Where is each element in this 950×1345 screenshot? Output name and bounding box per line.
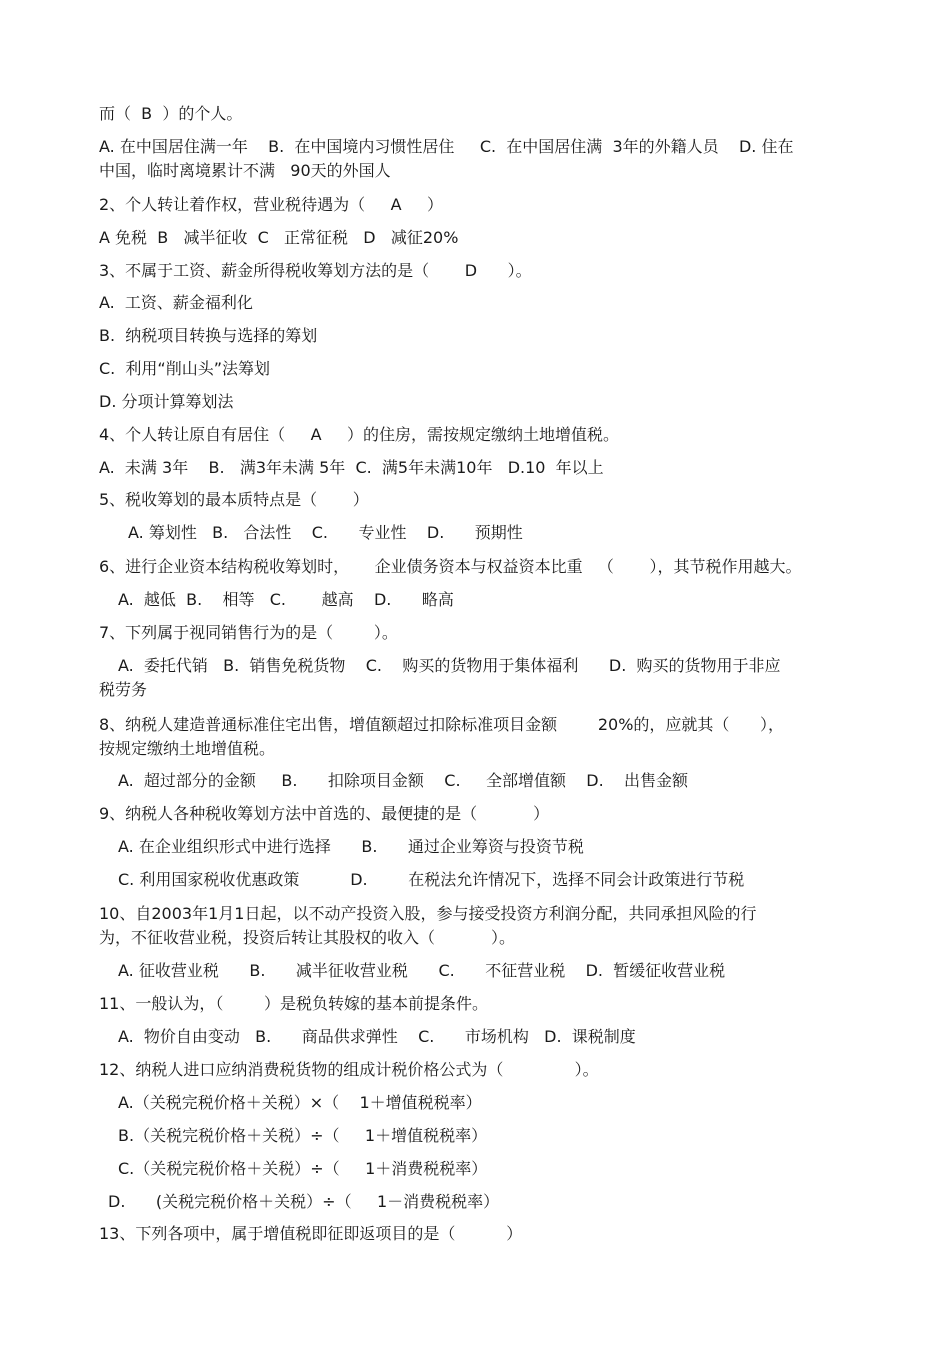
question-11-options: A. 物价自由变动 B. 商品供求弹性 C. 市场机构 D. 课税制度 bbox=[118, 1027, 636, 1046]
question-12-option-b: B.（关税完税价格＋关税）÷（ 1＋增值税税率） bbox=[118, 1126, 488, 1145]
question-3-option-c: C. 利用“削山头”法筹划 bbox=[99, 359, 271, 378]
text-line: 而（ B ）的个人。 bbox=[99, 104, 243, 123]
question-7-options-cont: 税劳务 bbox=[99, 680, 148, 699]
question-7-options: A. 委托代销 B. 销售免税货物 C. 购买的货物用于集体福利 D. 购买的货物用于非应 bbox=[118, 656, 781, 675]
question-3: 3、不属于工资、薪金所得税收筹划方法的是（ D ）。 bbox=[99, 261, 532, 280]
question-8-options: A. 超过部分的金额 B. 扣除项目金额 C. 全部增值额 D. 出售金额 bbox=[118, 771, 689, 790]
question-10-options: A. 征收营业税 B. 减半征收营业税 C. 不征营业税 D. 暂缓征收营业税 bbox=[118, 961, 726, 980]
question-3-option-a: A. 工资、薪金福利化 bbox=[99, 293, 253, 312]
question-6: 6、进行企业资本结构税收筹划时， 企业债务资本与权益资本比重 （ ），其节税作用越大。 bbox=[99, 557, 802, 576]
question-4-options: A. 未满 3年 B. 满3年未满 5年 C. 满5年未满10年 D.10 年以上 bbox=[99, 458, 604, 477]
question-4: 4、个人转让原自有居住（ A ）的住房，需按规定缴纳土地增值税。 bbox=[99, 425, 619, 444]
question-10: 10、自2003年1月1日起，以不动产投资入股，参与接受投资方利润分配，共同承担风险的行 bbox=[99, 904, 757, 923]
question-11: 11、一般认为，（ ）是税负转嫁的基本前提条件。 bbox=[99, 994, 489, 1013]
question-10-cont: 为，不征收营业税，投资后转让其股权的收入（ ）。 bbox=[99, 928, 515, 947]
question-8: 8、纳税人建造普通标准住宅出售，增值额超过扣除标准项目金额 20%的，应就其（ ）， bbox=[99, 715, 784, 734]
question-13: 13、下列各项中，属于增值税即征即返项目的是（ ） bbox=[99, 1224, 523, 1243]
question-2-options: A 免税 B 减半征收 C 正常征税 D 减征20% bbox=[99, 228, 459, 247]
question-3-option-b: B. 纳税项目转换与选择的筹划 bbox=[99, 326, 318, 345]
question-9: 9、纳税人各种税收筹划方法中首选的、最便捷的是（ ） bbox=[99, 804, 550, 823]
question-7: 7、下列属于视同销售行为的是（ ）。 bbox=[99, 623, 398, 642]
question-12-option-c: C.（关税完税价格＋关税）÷（ 1＋消费税税率） bbox=[118, 1159, 488, 1178]
question-12-option-a: A.（关税完税价格＋关税）×（ 1＋增值税税率） bbox=[118, 1093, 482, 1112]
question-8-cont: 按规定缴纳土地增值税。 bbox=[99, 739, 276, 758]
question-5: 5、税收筹划的最本质特点是（ ） bbox=[99, 490, 369, 509]
question-3-option-d: D. 分项计算筹划法 bbox=[99, 392, 234, 411]
question-9-options-cd: C. 利用国家税收优惠政策 D. 在税法允许情况下，选择不同会计政策进行节税 bbox=[118, 870, 745, 889]
question-12-option-d: D. (关税完税价格＋关税）÷（ 1－消费税税率） bbox=[108, 1192, 500, 1211]
question-5-options: A. 筹划性 B. 合法性 C. 专业性 D. 预期性 bbox=[128, 523, 523, 542]
question-9-options-ab: A. 在企业组织形式中进行选择 B. 通过企业筹资与投资节税 bbox=[118, 837, 584, 856]
question-1-options: A. 在中国居住满一年 B. 在中国境内习惯性居住 C. 在中国居住满 3年的外籍人员 D. 住在 bbox=[99, 137, 794, 156]
question-2: 2、个人转让着作权，营业税待遇为（ A ） bbox=[99, 195, 443, 214]
question-12: 12、纳税人进口应纳消费税货物的组成计税价格公式为（ ）。 bbox=[99, 1060, 599, 1079]
question-6-options: A. 越低 B. 相等 C. 越高 D. 略高 bbox=[118, 590, 454, 609]
question-1-options-cont: 中国，临时离境累计不满 90天的外国人 bbox=[99, 161, 391, 180]
